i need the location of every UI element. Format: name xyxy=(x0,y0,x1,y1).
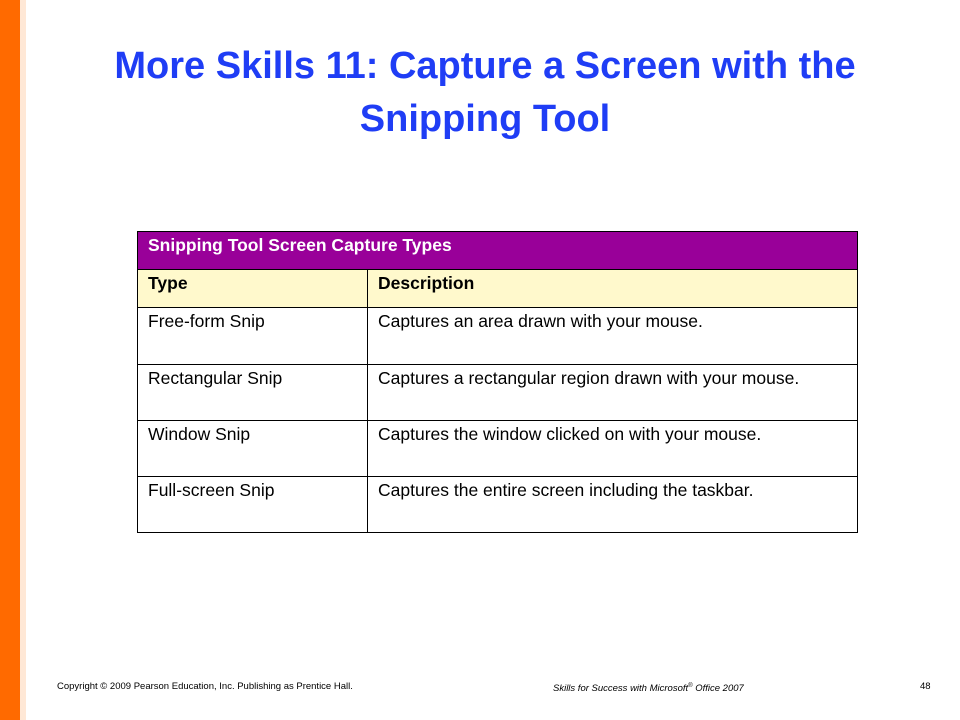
description-cell: Captures an area drawn with your mouse. xyxy=(368,308,858,365)
book-title-product: Office 2007 xyxy=(692,683,744,695)
description-cell: Captures the entire screen including the taskbar. xyxy=(368,477,858,533)
type-cell: Rectangular Snip xyxy=(138,365,368,421)
table-row xyxy=(138,308,858,365)
book-title-main: Skills for Success with Microsoft xyxy=(553,683,689,695)
type-cell: Free-form Snip xyxy=(138,308,368,365)
registered-mark: ® xyxy=(688,683,693,689)
table-header-row xyxy=(138,270,858,308)
slide-title: More Skills 11: Capture a Screen with the Snipping Tool xyxy=(114,45,856,140)
table-row xyxy=(138,477,858,533)
accent-bar-highlight xyxy=(20,0,26,720)
table-caption-row xyxy=(138,232,858,270)
description-cell: Captures a rectangular region drawn with your mouse. xyxy=(368,365,858,421)
type-cell: Window Snip xyxy=(138,421,368,477)
copyright-notice: Copyright © 2009 Pearson Education, Inc. Publishing as Prentice Hall. xyxy=(57,681,353,692)
page-number: 48 xyxy=(920,681,931,692)
column-header-type: Type xyxy=(138,270,368,308)
book-title xyxy=(553,683,744,694)
table-row xyxy=(138,365,858,421)
type-cell: Full-screen Snip xyxy=(138,477,368,533)
capture-types-table xyxy=(137,231,858,533)
column-header-description: Description xyxy=(368,270,858,308)
description-cell: Captures the window clicked on with your mouse. xyxy=(368,421,858,477)
table-row xyxy=(138,421,858,477)
table-caption: Snipping Tool Screen Capture Types xyxy=(138,232,858,270)
